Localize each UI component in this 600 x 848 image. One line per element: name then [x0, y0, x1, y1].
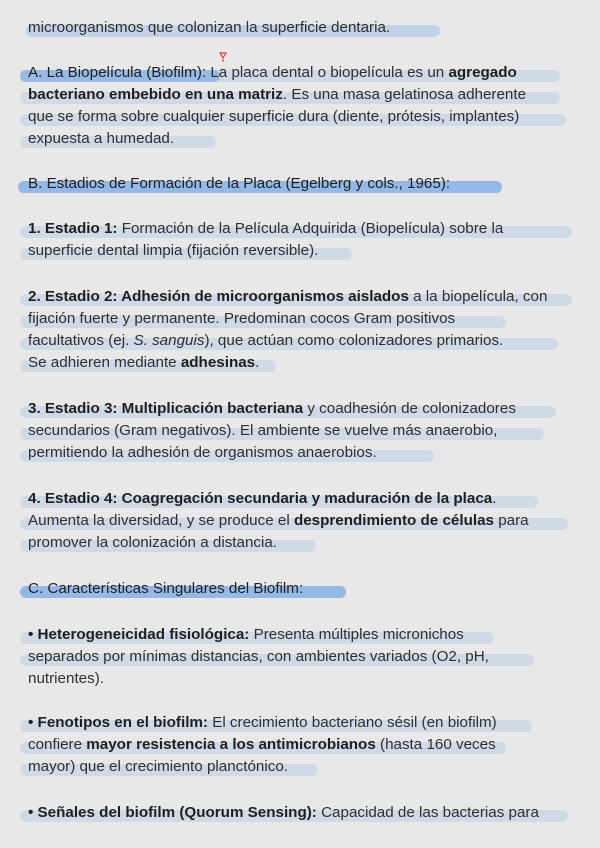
stage-1-label: 1. Estadio 1: [28, 220, 118, 237]
stage-4-line-3 [28, 532, 277, 554]
bullet-2-bold: mayor resistencia a los antimicrobianos [86, 736, 376, 753]
stage-3-line-3 [28, 442, 377, 464]
stage-1-text: superficie dental limpia (fijación reversible). [28, 242, 319, 259]
stage-4-line-2 [28, 510, 529, 532]
bullet-1-text: nutrientes). [28, 670, 104, 687]
section-a-text: . Es una masa gelatinosa adherente [282, 86, 527, 103]
section-c-title: C. Características Singulares del Biofilm: [28, 580, 304, 597]
bullet-2-line-2 [28, 734, 496, 756]
bullet-2-line-1 [28, 712, 497, 734]
section-a-line-3 [28, 106, 519, 128]
stage-2-text: ), que actúan como colonizadores primarios. [204, 332, 504, 349]
stage-3-label: 3. Estadio 3: Multiplicación bacteriana [28, 400, 304, 417]
stage-3-text: y coadhesión de colonizadores [303, 400, 516, 417]
stage-3-line-1 [28, 398, 516, 420]
bullet-1-text: Presenta múltiples micronichos [249, 626, 464, 643]
bullet-2-label: • Fenotipos en el biofilm: [28, 714, 208, 731]
bullet-3-line-1 [28, 802, 539, 824]
bullet-2-text: El crecimiento bacteriano sésil (en biofilm) [207, 714, 497, 731]
stage-2-text: a la biopelícula, con [408, 288, 548, 305]
stage-1-line-2 [28, 240, 318, 262]
stage-4-text: para [493, 512, 529, 529]
stage-2-line-2 [28, 308, 455, 330]
bullet-1-line-2 [28, 646, 489, 668]
section-c-title-line [28, 578, 303, 600]
bullet-2-text: mayor) que el crecimiento planctónico. [28, 758, 288, 775]
section-a-title: A. La Biopelícula (Biofilm): [28, 64, 207, 81]
section-a-text: que se forma sobre cualquier superficie dura (diente, prótesis, implantes) [28, 108, 520, 125]
stage-2-text: facultativos (ej. [28, 332, 134, 349]
bullet-3-text: Capacidad de las bacterias para [316, 804, 539, 821]
stage-4-text: Aumenta la diversidad, y se produce el [28, 512, 294, 529]
stage-3-text: secundarios (Gram negativos). El ambiente se vuelve más anaerobio, [28, 422, 498, 439]
section-a-text: expuesta a humedad. [28, 130, 175, 147]
bullet-1-text: separados por mínimas distancias, con ambientes variados (O2, pH, [28, 648, 489, 665]
section-a-line-2 [28, 84, 526, 106]
intro-line [28, 17, 390, 39]
bullet-2-line-3 [28, 756, 288, 778]
stage-2-line-1 [28, 286, 547, 308]
stage-2-italic: S. sanguis [133, 332, 205, 349]
intro-text: microorganismos que colonizan la superficie dentaria. [28, 19, 391, 36]
bullet-3-label: • Señales del biofilm (Quorum Sensing): [28, 804, 317, 821]
stage-4-line-1 [28, 488, 496, 510]
stage-4-text: . [492, 490, 497, 507]
bullet-2-text: confiere [28, 736, 87, 753]
stage-1-line-1 [28, 218, 503, 240]
stage-2-line-4 [28, 352, 259, 374]
pen-mark-icon [219, 52, 227, 62]
stage-2-text: . [255, 354, 260, 371]
bullet-2-text: (hasta 160 veces [375, 736, 496, 753]
section-a-bold: bacteriano embebido en una matriz [28, 86, 283, 103]
stage-3-text: permitiendo la adhesión de organismos anaerobios. [28, 444, 377, 461]
section-a-line-4 [28, 128, 174, 150]
section-a-line-1 [28, 62, 517, 84]
section-a-text: La placa dental o biopelícula es un [206, 64, 449, 81]
stage-4-bold: desprendimiento de células [293, 512, 494, 529]
stage-1-text: Formación de la Película Adquirida (Biopelícula) sobre la [117, 220, 504, 237]
bullet-1-line-1 [28, 624, 464, 646]
bullet-1-line-3 [28, 668, 104, 690]
stage-2-line-3 [28, 330, 503, 352]
bullet-1-label: • Heterogeneicidad fisiológica: [28, 626, 250, 643]
stage-2-bold: adhesinas [180, 354, 256, 371]
stage-4-text: promover la colonización a distancia. [28, 534, 278, 551]
stage-4-label: 4. Estadio 4: Coagregación secundaria y maduración de la placa [28, 490, 493, 507]
section-a-bold: agregado [448, 64, 517, 81]
stage-2-text: fijación fuerte y permanente. Predominan cocos Gram positivos [28, 310, 456, 327]
section-b-title-line [28, 173, 450, 195]
stage-3-line-2 [28, 420, 497, 442]
section-b-title: B. Estadios de Formación de la Placa (Egelberg y cols., 1965): [28, 175, 451, 192]
stage-2-text: Se adhieren mediante [28, 354, 181, 371]
stage-2-label: 2. Estadio 2: Adhesión de microorganismos aislados [28, 288, 409, 305]
